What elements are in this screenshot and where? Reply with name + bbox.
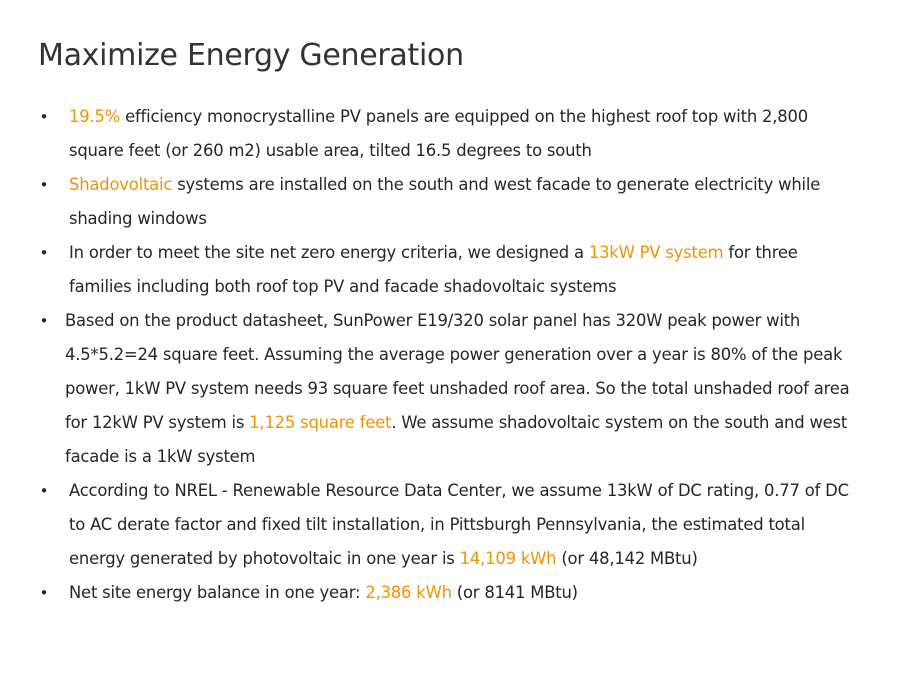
bullet-text: In order to meet the site net zero energy criteria, we designed a (69, 243, 589, 262)
bullet-item-datasheet (38, 304, 860, 474)
bullet-marker: • (39, 312, 49, 330)
bullet-marker: • (39, 176, 49, 194)
bullet-item-efficiency (38, 100, 860, 168)
bullet-text: Net site energy balance in one year: (69, 583, 366, 602)
bullet-text: for three families including both roof top PV and facade shadovoltaic systems (69, 243, 798, 296)
highlight-pv-system: 13kW PV system (588, 243, 724, 262)
bullet-item-nrel (38, 474, 860, 576)
highlight-roof-area: 1,125 square feet (249, 413, 392, 432)
slide-title: Maximize Energy Generation (38, 38, 464, 73)
bullet-item-shadovoltaic (38, 168, 860, 236)
bullet-marker: • (39, 482, 49, 500)
highlight-energy-generated: 14,109 kWh (459, 549, 557, 568)
bullet-marker: • (39, 584, 49, 602)
bullet-text: Based on the product datasheet, SunPower E19/320 solar panel has 320W peak power with 4.5*5.2=24 square feet. Assuming the average power generation over a year is 80% of the peak power, 1kW PV system needs 93 square feet unshaded roof area. So the total unshaded roof area for 12kW PV system is (65, 311, 850, 432)
bullet-item-net-balance (38, 576, 860, 610)
bullet-list (38, 100, 860, 610)
bullet-text: systems are installed on the south and west facade to generate electricity while shading windows (69, 175, 821, 228)
bullet-item-pv-system (38, 236, 860, 304)
bullet-marker: • (39, 108, 49, 126)
bullet-text: . We assume shadovoltaic system on the south and west facade is a 1kW system (65, 413, 848, 466)
bullet-text: (or 48,142 MBtu) (556, 549, 698, 568)
bullet-text: (or 8141 MBtu) (451, 583, 578, 602)
bullet-text: efficiency monocrystalline PV panels are equipped on the highest roof top with 2,800 square feet (or 260 m2) usable area, tilted 16.5 degrees to south (69, 107, 808, 160)
bullet-marker: • (39, 244, 49, 262)
bullet-text: According to NREL - Renewable Resource Data Center, we assume 13kW of DC rating, 0.77 of DC to AC derate factor and fixed tilt installation, in Pittsburgh Pennsylvania, the estimated total energy generated by photovoltaic in one year is (69, 481, 849, 568)
highlight-shadovoltaic: Shadovoltaic (69, 175, 173, 194)
highlight-efficiency: 19.5% (69, 107, 121, 126)
highlight-net-balance: 2,386 kWh (365, 583, 452, 602)
